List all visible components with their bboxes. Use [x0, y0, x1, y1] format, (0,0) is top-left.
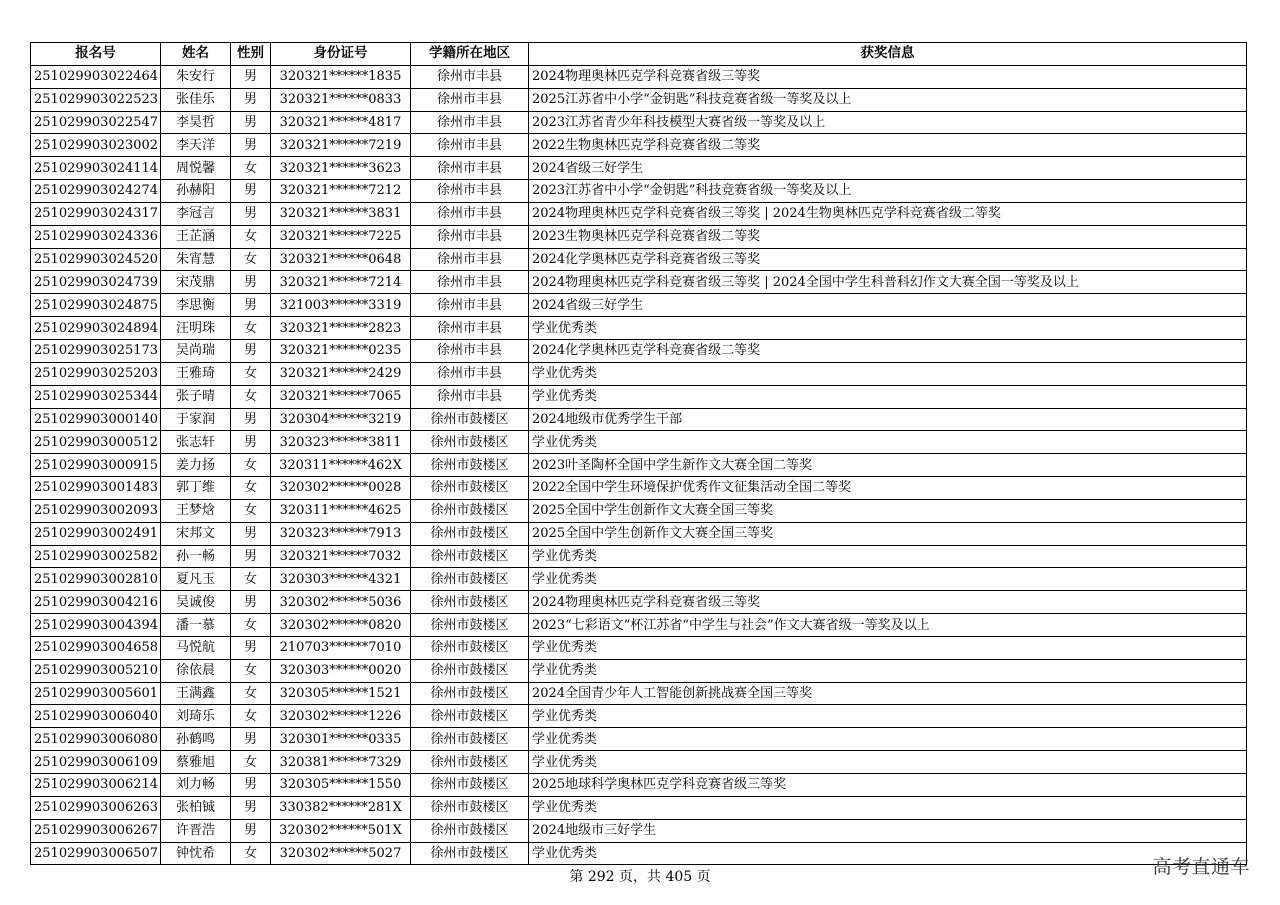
cell-registration-number: 251029903002491 — [31, 522, 161, 545]
cell-gender: 女 — [231, 614, 271, 637]
cell-gender: 男 — [231, 636, 271, 659]
cell-id-number: 320321******3831 — [271, 202, 411, 225]
watermark-logo-text: 高考直通车 — [1152, 856, 1250, 878]
cell-school-region: 徐州市鼓楼区 — [411, 499, 529, 522]
cell-gender: 男 — [231, 408, 271, 431]
cell-award-info: 2024化学奥林匹克学科竞赛省级三等奖 — [529, 248, 1247, 271]
table-row — [31, 339, 1247, 362]
cell-name: 王芷涵 — [161, 225, 231, 248]
cell-id-number: 320301******0335 — [271, 728, 411, 751]
cell-school-region: 徐州市鼓楼区 — [411, 728, 529, 751]
cell-gender: 女 — [231, 842, 271, 865]
cell-school-region: 徐州市丰县 — [411, 134, 529, 157]
cell-registration-number: 251029903002810 — [31, 568, 161, 591]
cell-registration-number: 251029903024336 — [31, 225, 161, 248]
table-row — [31, 134, 1247, 157]
table-row — [31, 774, 1247, 797]
cell-id-number: 320311******4625 — [271, 499, 411, 522]
cell-id-number: 320321******3623 — [271, 157, 411, 180]
cell-school-region: 徐州市丰县 — [411, 225, 529, 248]
cell-school-region: 徐州市丰县 — [411, 88, 529, 111]
cell-id-number: 320321******1835 — [271, 65, 411, 88]
cell-award-info: 2025地球科学奥林匹克学科竞赛省级三等奖 — [529, 774, 1247, 797]
cell-id-number: 320302******5036 — [271, 591, 411, 614]
cell-award-info: 学业优秀类 — [529, 362, 1247, 385]
cell-name: 许晋浩 — [161, 819, 231, 842]
cell-name: 孙鹤鸣 — [161, 728, 231, 751]
table-row — [31, 180, 1247, 203]
table-header-row — [31, 43, 1247, 66]
table-row — [31, 88, 1247, 111]
table-row — [31, 568, 1247, 591]
cell-id-number: 320323******3811 — [271, 431, 411, 454]
cell-school-region: 徐州市鼓楼区 — [411, 636, 529, 659]
cell-registration-number: 251029903000512 — [31, 431, 161, 454]
cell-id-number: 320321******7032 — [271, 545, 411, 568]
header-id-number: 身份证号 — [271, 43, 411, 66]
cell-award-info: 2025全国中学生创新作文大赛全国三等奖 — [529, 499, 1247, 522]
cell-id-number: 320321******7214 — [271, 271, 411, 294]
table-row — [31, 682, 1247, 705]
cell-school-region: 徐州市丰县 — [411, 339, 529, 362]
cell-school-region: 徐州市鼓楼区 — [411, 796, 529, 819]
cell-award-info: 学业优秀类 — [529, 842, 1247, 865]
cell-name: 朱宵慧 — [161, 248, 231, 271]
table-row — [31, 362, 1247, 385]
cell-registration-number: 251029903000915 — [31, 454, 161, 477]
cell-gender: 女 — [231, 659, 271, 682]
cell-id-number: 320305******1521 — [271, 682, 411, 705]
cell-gender: 男 — [231, 728, 271, 751]
cell-gender: 男 — [231, 545, 271, 568]
cell-name: 钟忱希 — [161, 842, 231, 865]
cell-school-region: 徐州市丰县 — [411, 65, 529, 88]
cell-gender: 女 — [231, 317, 271, 340]
cell-award-info: 2025江苏省中小学“金钥匙”科技竞赛省级一等奖及以上 — [529, 88, 1247, 111]
cell-id-number: 320321******7225 — [271, 225, 411, 248]
cell-gender: 女 — [231, 705, 271, 728]
table-row — [31, 636, 1247, 659]
cell-id-number: 320302******0820 — [271, 614, 411, 637]
cell-id-number: 320321******7212 — [271, 180, 411, 203]
cell-award-info: 学业优秀类 — [529, 385, 1247, 408]
cell-school-region: 徐州市鼓楼区 — [411, 522, 529, 545]
cell-gender: 男 — [231, 591, 271, 614]
cell-id-number: 210703******7010 — [271, 636, 411, 659]
header-name: 姓名 — [161, 43, 231, 66]
cell-gender: 男 — [231, 819, 271, 842]
cell-name: 蔡雅旭 — [161, 751, 231, 774]
cell-name: 孙一畅 — [161, 545, 231, 568]
cell-id-number: 320321******2429 — [271, 362, 411, 385]
cell-school-region: 徐州市丰县 — [411, 180, 529, 203]
cell-registration-number: 251029903024520 — [31, 248, 161, 271]
cell-registration-number: 251029903024875 — [31, 294, 161, 317]
table-row — [31, 591, 1247, 614]
cell-gender: 男 — [231, 522, 271, 545]
cell-gender: 男 — [231, 339, 271, 362]
cell-school-region: 徐州市鼓楼区 — [411, 774, 529, 797]
cell-name: 周悦馨 — [161, 157, 231, 180]
cell-school-region: 徐州市鼓楼区 — [411, 751, 529, 774]
cell-id-number: 320302******0028 — [271, 477, 411, 500]
cell-gender: 男 — [231, 134, 271, 157]
cell-name: 李天洋 — [161, 134, 231, 157]
table-row — [31, 202, 1247, 225]
cell-name: 刘力畅 — [161, 774, 231, 797]
cell-gender: 男 — [231, 180, 271, 203]
cell-gender: 男 — [231, 88, 271, 111]
cell-gender: 女 — [231, 454, 271, 477]
cell-name: 马悦航 — [161, 636, 231, 659]
table-row — [31, 294, 1247, 317]
cell-name: 宋茂鼎 — [161, 271, 231, 294]
cell-name: 郭丁维 — [161, 477, 231, 500]
cell-gender: 女 — [231, 568, 271, 591]
cell-school-region: 徐州市丰县 — [411, 202, 529, 225]
cell-id-number: 320305******1550 — [271, 774, 411, 797]
table-row — [31, 819, 1247, 842]
cell-name: 李冠言 — [161, 202, 231, 225]
cell-id-number: 320321******7219 — [271, 134, 411, 157]
cell-award-info: 学业优秀类 — [529, 636, 1247, 659]
cell-school-region: 徐州市鼓楼区 — [411, 659, 529, 682]
cell-registration-number: 251029903004658 — [31, 636, 161, 659]
cell-id-number: 320302******1226 — [271, 705, 411, 728]
cell-award-info: 学业优秀类 — [529, 659, 1247, 682]
cell-registration-number: 251029903006214 — [31, 774, 161, 797]
table-row — [31, 248, 1247, 271]
cell-gender: 女 — [231, 499, 271, 522]
table-row — [31, 796, 1247, 819]
cell-gender: 女 — [231, 362, 271, 385]
cell-award-info: 学业优秀类 — [529, 796, 1247, 819]
cell-name: 孙赫阳 — [161, 180, 231, 203]
cell-gender: 男 — [231, 271, 271, 294]
header-gender: 性别 — [231, 43, 271, 66]
cell-name: 徐依晨 — [161, 659, 231, 682]
cell-award-info: 学业优秀类 — [529, 728, 1247, 751]
cell-award-info: 2023生物奥林匹克学科竞赛省级二等奖 — [529, 225, 1247, 248]
cell-school-region: 徐州市鼓楼区 — [411, 454, 529, 477]
cell-registration-number: 251029903006040 — [31, 705, 161, 728]
cell-gender: 女 — [231, 751, 271, 774]
cell-award-info: 学业优秀类 — [529, 545, 1247, 568]
cell-award-info: 学业优秀类 — [529, 568, 1247, 591]
award-roster-table-container — [30, 42, 1246, 865]
cell-gender: 女 — [231, 248, 271, 271]
cell-name: 汪明珠 — [161, 317, 231, 340]
table-row — [31, 271, 1247, 294]
cell-registration-number: 251029903022547 — [31, 111, 161, 134]
table-row — [31, 385, 1247, 408]
table-row — [31, 614, 1247, 637]
cell-id-number: 320321******4817 — [271, 111, 411, 134]
cell-school-region: 徐州市丰县 — [411, 317, 529, 340]
cell-name: 王满鑫 — [161, 682, 231, 705]
cell-name: 李思衡 — [161, 294, 231, 317]
cell-gender: 男 — [231, 294, 271, 317]
cell-id-number: 320323******7913 — [271, 522, 411, 545]
cell-award-info: 2023江苏省青少年科技模型大赛省级一等奖及以上 — [529, 111, 1247, 134]
cell-registration-number: 251029903023002 — [31, 134, 161, 157]
cell-gender: 男 — [231, 796, 271, 819]
cell-registration-number: 251029903022464 — [31, 65, 161, 88]
cell-award-info: 2024物理奥林匹克学科竞赛省级三等奖 — [529, 591, 1247, 614]
cell-registration-number: 251029903005601 — [31, 682, 161, 705]
table-row — [31, 431, 1247, 454]
cell-name: 于家润 — [161, 408, 231, 431]
cell-school-region: 徐州市鼓楼区 — [411, 591, 529, 614]
cell-id-number: 320303******4321 — [271, 568, 411, 591]
cell-registration-number: 251029903006507 — [31, 842, 161, 865]
cell-registration-number: 251029903006109 — [31, 751, 161, 774]
cell-name: 刘琦乐 — [161, 705, 231, 728]
cell-school-region: 徐州市鼓楼区 — [411, 545, 529, 568]
cell-id-number: 320304******3219 — [271, 408, 411, 431]
cell-id-number: 320302******501X — [271, 819, 411, 842]
cell-id-number: 320321******7065 — [271, 385, 411, 408]
cell-school-region: 徐州市丰县 — [411, 248, 529, 271]
cell-id-number: 330382******281X — [271, 796, 411, 819]
cell-school-region: 徐州市丰县 — [411, 271, 529, 294]
cell-award-info: 2022全国中学生环境保护优秀作文征集活动全国二等奖 — [529, 477, 1247, 500]
cell-registration-number: 251029903006263 — [31, 796, 161, 819]
table-body — [31, 65, 1247, 865]
cell-registration-number: 251029903005210 — [31, 659, 161, 682]
cell-gender: 女 — [231, 477, 271, 500]
cell-school-region: 徐州市鼓楼区 — [411, 819, 529, 842]
page-number: 第 292 页，共 405 页 — [569, 869, 711, 885]
cell-registration-number: 251029903024274 — [31, 180, 161, 203]
cell-award-info: 2025全国中学生创新作文大赛全国三等奖 — [529, 522, 1247, 545]
cell-award-info: 学业优秀类 — [529, 751, 1247, 774]
header-school-region: 学籍所在地区 — [411, 43, 529, 66]
cell-registration-number: 251029903024114 — [31, 157, 161, 180]
cell-school-region: 徐州市丰县 — [411, 294, 529, 317]
cell-award-info: 2023江苏省中小学“金钥匙”科技竞赛省级一等奖及以上 — [529, 180, 1247, 203]
cell-registration-number: 251029903025203 — [31, 362, 161, 385]
cell-school-region: 徐州市鼓楼区 — [411, 682, 529, 705]
cell-award-info: 2024物理奥林匹克学科竞赛省级三等奖 — [529, 65, 1247, 88]
cell-gender: 男 — [231, 65, 271, 88]
cell-id-number: 320311******462X — [271, 454, 411, 477]
cell-gender: 男 — [231, 774, 271, 797]
cell-registration-number: 251029903024317 — [31, 202, 161, 225]
cell-award-info: 学业优秀类 — [529, 431, 1247, 454]
table-row — [31, 477, 1247, 500]
cell-registration-number: 251029903022523 — [31, 88, 161, 111]
cell-name: 潘一慕 — [161, 614, 231, 637]
cell-school-region: 徐州市丰县 — [411, 157, 529, 180]
table-row — [31, 659, 1247, 682]
table-row — [31, 65, 1247, 88]
cell-name: 张子晴 — [161, 385, 231, 408]
table-row — [31, 751, 1247, 774]
cell-id-number: 321003******3319 — [271, 294, 411, 317]
cell-registration-number: 251029903002582 — [31, 545, 161, 568]
cell-id-number: 320302******5027 — [271, 842, 411, 865]
cell-name: 张佳乐 — [161, 88, 231, 111]
cell-id-number: 320381******7329 — [271, 751, 411, 774]
cell-award-info: 2024地级市优秀学生干部 — [529, 408, 1247, 431]
table-row — [31, 408, 1247, 431]
header-registration-number: 报名号 — [31, 43, 161, 66]
award-roster-table — [30, 42, 1247, 865]
cell-registration-number: 251029903024739 — [31, 271, 161, 294]
table-row — [31, 522, 1247, 545]
cell-school-region: 徐州市鼓楼区 — [411, 477, 529, 500]
cell-registration-number: 251029903025344 — [31, 385, 161, 408]
table-row — [31, 454, 1247, 477]
table-row — [31, 317, 1247, 340]
cell-school-region: 徐州市鼓楼区 — [411, 431, 529, 454]
cell-school-region: 徐州市鼓楼区 — [411, 408, 529, 431]
cell-name: 吴尚瑞 — [161, 339, 231, 362]
cell-id-number: 320321******0235 — [271, 339, 411, 362]
cell-award-info: 2024化学奥林匹克学科竞赛省级二等奖 — [529, 339, 1247, 362]
table-row — [31, 111, 1247, 134]
cell-award-info: 2024物理奥林匹克学科竞赛省级三等奖 | 2024全国中学生科普科幻作文大赛全国一等奖及以上 — [529, 271, 1247, 294]
cell-gender: 女 — [231, 225, 271, 248]
cell-id-number: 320321******0648 — [271, 248, 411, 271]
cell-award-info: 2024物理奥林匹克学科竞赛省级三等奖 | 2024生物奥林匹克学科竞赛省级二等奖 — [529, 202, 1247, 225]
cell-gender: 女 — [231, 157, 271, 180]
cell-registration-number: 251029903024894 — [31, 317, 161, 340]
cell-award-info: 2022生物奥林匹克学科竞赛省级二等奖 — [529, 134, 1247, 157]
cell-registration-number: 251029903000140 — [31, 408, 161, 431]
header-award-info: 获奖信息 — [529, 43, 1247, 66]
cell-school-region: 徐州市鼓楼区 — [411, 568, 529, 591]
cell-name: 朱安行 — [161, 65, 231, 88]
cell-name: 王梦焓 — [161, 499, 231, 522]
cell-award-info: 2024省级三好学生 — [529, 157, 1247, 180]
cell-award-info: 2024地级市三好学生 — [529, 819, 1247, 842]
cell-name: 王雅琦 — [161, 362, 231, 385]
cell-registration-number: 251029903004216 — [31, 591, 161, 614]
cell-gender: 男 — [231, 431, 271, 454]
cell-registration-number: 251029903006267 — [31, 819, 161, 842]
cell-name: 姜力扬 — [161, 454, 231, 477]
table-row — [31, 499, 1247, 522]
cell-name: 吴诚俊 — [161, 591, 231, 614]
cell-id-number: 320303******0020 — [271, 659, 411, 682]
cell-award-info: 学业优秀类 — [529, 705, 1247, 728]
cell-school-region: 徐州市丰县 — [411, 111, 529, 134]
cell-id-number: 320321******2823 — [271, 317, 411, 340]
table-row — [31, 545, 1247, 568]
cell-name: 张柏铖 — [161, 796, 231, 819]
cell-school-region: 徐州市鼓楼区 — [411, 705, 529, 728]
cell-name: 李昊哲 — [161, 111, 231, 134]
cell-id-number: 320321******0833 — [271, 88, 411, 111]
cell-school-region: 徐州市鼓楼区 — [411, 842, 529, 865]
cell-school-region: 徐州市丰县 — [411, 362, 529, 385]
cell-school-region: 徐州市鼓楼区 — [411, 614, 529, 637]
cell-name: 张志轩 — [161, 431, 231, 454]
cell-award-info: 学业优秀类 — [529, 317, 1247, 340]
cell-gender: 男 — [231, 111, 271, 134]
cell-registration-number: 251029903006080 — [31, 728, 161, 751]
cell-award-info: 2024省级三好学生 — [529, 294, 1247, 317]
cell-school-region: 徐州市丰县 — [411, 385, 529, 408]
table-row — [31, 157, 1247, 180]
table-row — [31, 842, 1247, 865]
cell-award-info: 2024全国青少年人工智能创新挑战赛全国三等奖 — [529, 682, 1247, 705]
cell-gender: 女 — [231, 385, 271, 408]
cell-award-info: 2023叶圣陶杯全国中学生新作文大赛全国二等奖 — [529, 454, 1247, 477]
table-row — [31, 705, 1247, 728]
cell-registration-number: 251029903001483 — [31, 477, 161, 500]
table-row — [31, 728, 1247, 751]
table-row — [31, 225, 1247, 248]
cell-award-info: 2023“七彩语文”杯江苏省“中学生与社会”作文大赛省级一等奖及以上 — [529, 614, 1247, 637]
cell-name: 夏凡玉 — [161, 568, 231, 591]
cell-registration-number: 251029903002093 — [31, 499, 161, 522]
cell-gender: 男 — [231, 202, 271, 225]
cell-registration-number: 251029903004394 — [31, 614, 161, 637]
cell-name: 宋邦文 — [161, 522, 231, 545]
cell-registration-number: 251029903025173 — [31, 339, 161, 362]
cell-gender: 女 — [231, 682, 271, 705]
